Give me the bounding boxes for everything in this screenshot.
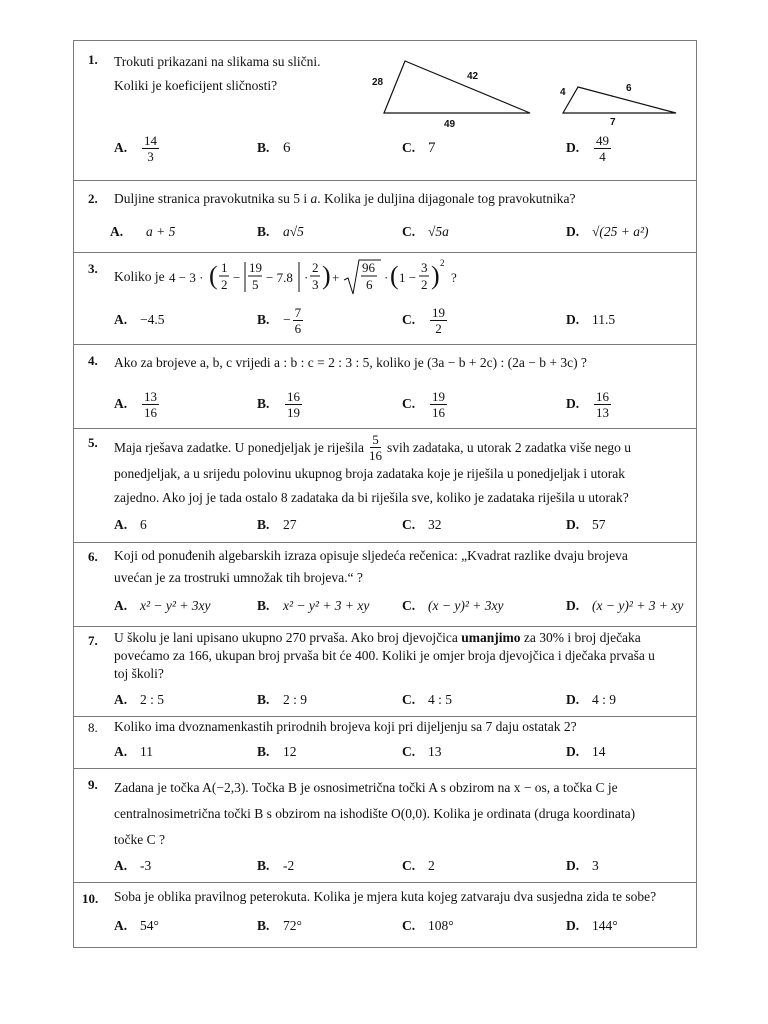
option-letter: A. [114, 858, 128, 873]
option-letter: A. [114, 396, 128, 411]
numerator: 49 [596, 132, 609, 148]
option-letter: B. [257, 918, 270, 933]
option-value: x² − y² + 3 + xy [283, 598, 370, 613]
option-value: 72° [283, 918, 302, 933]
question-number: 4. [88, 353, 98, 368]
option-c[interactable] [402, 387, 449, 421]
triangle-side-label: 28 [372, 77, 384, 88]
numerator: 5 [372, 432, 379, 447]
svg-text:1 −: 1 − [398, 270, 416, 285]
option-d[interactable] [566, 217, 649, 247]
question-line: uvećan je za trostruki umnožak tih brojeva.“ ? [114, 570, 363, 585]
question-text [114, 775, 635, 853]
denominator: 3 [147, 148, 154, 164]
minus-sign: − [283, 312, 291, 327]
svg-text:2: 2 [220, 277, 228, 292]
question-text [114, 433, 631, 510]
option-b[interactable] [257, 387, 304, 421]
question-6 [74, 543, 696, 627]
svg-text:?: ? [450, 270, 457, 285]
option-letter: C. [402, 396, 416, 411]
option-c[interactable] [402, 739, 442, 765]
option-a[interactable] [114, 387, 161, 421]
question-line: Duljine stranica pravokutnika su 5 i [114, 191, 311, 206]
option-b[interactable] [257, 303, 305, 337]
question-number: 7. [88, 633, 98, 648]
question-text [114, 257, 469, 297]
svg-text:·: · [303, 270, 308, 285]
option-letter: D. [566, 517, 580, 532]
svg-text:(: ( [208, 261, 218, 290]
option-letter: A. [110, 224, 124, 239]
svg-text:96: 96 [361, 260, 375, 275]
svg-text:6: 6 [365, 277, 373, 292]
option-letter: B. [257, 744, 270, 759]
option-letter: A. [114, 744, 128, 759]
triangle-side-label: 7 [610, 117, 616, 128]
fraction [430, 390, 447, 419]
question-7 [74, 627, 696, 717]
fraction [594, 390, 611, 419]
option-a[interactable] [114, 687, 164, 713]
option-a[interactable] [114, 739, 153, 765]
fraction [430, 306, 447, 335]
option-b[interactable] [257, 131, 291, 165]
question-line: centralnosimetrična točki B s obzirom na ishodište O(0,0). Kolika je ordinata (druga koordinata) [114, 806, 636, 821]
option-letter: B. [257, 224, 270, 239]
option-letter: A. [114, 517, 128, 532]
option-value: 12 [283, 744, 297, 759]
question-line: Koliko ima dvoznamenkastih prirodnih brojeva koji pri dijeljenju sa 7 daju ostatak 2? [114, 719, 577, 734]
question-5 [74, 429, 696, 543]
option-d[interactable] [566, 303, 615, 337]
question-line: ponedjeljak, a u srijedu polovinu ukupnog broja zadataka koje je riješila u ponedjeljak i utorak [114, 466, 625, 481]
question-line: povećamo za 166, ukupan broj prvaša bit će 400. Koliki je omjer broja djevojčica i dječaka prvaša u [114, 648, 655, 663]
svg-text:2: 2 [420, 277, 428, 292]
option-c[interactable] [402, 131, 436, 165]
option-value: 27 [283, 517, 297, 532]
option-letter: D. [566, 692, 580, 707]
fraction [293, 306, 304, 335]
question-number: 2. [88, 191, 98, 206]
svg-text:): ) [321, 261, 331, 290]
option-letter: D. [566, 598, 580, 613]
large-triangle-figure [370, 53, 560, 133]
answer-options [110, 217, 680, 247]
denominator: 6 [294, 320, 302, 336]
answer-options [114, 911, 684, 941]
triangle-side-label: 49 [444, 119, 456, 130]
question-line: zajedno. Ako joj je tada ostalo 8 zadataka da bi riješila sve, koliko je zadataka riješila u utorak? [114, 490, 629, 505]
option-value: −4.5 [140, 312, 165, 327]
option-letter: A. [114, 692, 128, 707]
option-c[interactable] [402, 591, 503, 621]
question-number: 10. [82, 891, 99, 906]
answer-options [114, 687, 684, 713]
option-letter: B. [257, 692, 270, 707]
option-value: 2 : 5 [140, 692, 165, 707]
denominator: 19 [287, 404, 300, 420]
question-9 [74, 769, 696, 883]
option-a[interactable] [114, 131, 161, 165]
option-value: (x − y)² + 3xy [428, 598, 504, 613]
option-letter: B. [257, 140, 270, 155]
question-text [114, 351, 587, 375]
question-10 [74, 883, 696, 947]
svg-text:·: · [383, 270, 388, 285]
option-a[interactable] [110, 217, 175, 247]
denominator: 16 [432, 404, 445, 420]
denominator: 4 [599, 148, 606, 164]
question-8 [74, 717, 696, 769]
numerator: 14 [144, 132, 157, 148]
option-letter: A. [114, 598, 128, 613]
question-line: za 30% i broj dječaka [520, 630, 641, 645]
denominator: 16 [144, 404, 157, 420]
fraction [285, 390, 302, 419]
option-letter: A. [114, 918, 128, 933]
numerator: 7 [294, 304, 302, 320]
question-line: toj školi? [114, 666, 164, 681]
option-d[interactable] [566, 131, 613, 165]
answer-options [114, 131, 684, 165]
question-number: 1. [88, 52, 98, 67]
answer-options [114, 853, 684, 879]
answer-options [114, 511, 684, 539]
option-b[interactable] [257, 511, 297, 539]
option-letter: B. [257, 517, 270, 532]
option-letter: C. [402, 140, 416, 155]
option-value: √(25 + a²) [592, 224, 649, 239]
question-2 [74, 181, 696, 253]
svg-text:4 − 3 ·: 4 − 3 · [168, 270, 204, 285]
question-number: 6. [88, 549, 98, 564]
denominator: 13 [596, 404, 609, 420]
option-value: 57 [592, 517, 606, 532]
question-3 [74, 253, 696, 345]
question-line: . Kolika je duljina dijagonale tog pravokutnika? [317, 191, 576, 206]
option-letter: A. [114, 312, 128, 327]
option-value: (x − y)² + 3 + xy [592, 598, 684, 613]
question-line: Maja rješava zadatke. U ponedjeljak je riješila [114, 439, 365, 455]
small-triangle-figure [558, 69, 688, 129]
triangle-side-label: 4 [560, 87, 566, 98]
option-letter: B. [257, 396, 270, 411]
option-value: a√5 [283, 224, 304, 239]
option-c[interactable] [402, 911, 454, 941]
option-value: 3 [592, 858, 599, 873]
question-4 [74, 345, 696, 429]
option-letter: C. [402, 692, 416, 707]
numerator: 19 [432, 388, 445, 404]
option-letter: C. [402, 858, 416, 873]
option-b[interactable] [257, 853, 294, 879]
option-d[interactable] [566, 511, 606, 539]
question-line: Soba je oblika pravilnog peterokuta. Kolika je mjera kuta kojeg zatvaraju dva susjedna zida te sobe? [114, 889, 657, 904]
question-line: U školu je lani upisano ukupno 270 prvaša. Ako broj djevojčica [114, 630, 462, 645]
option-letter: D. [566, 918, 580, 933]
option-value: 6 [283, 139, 291, 156]
question-text [114, 545, 628, 589]
svg-text:− 7.8: − 7.8 [265, 270, 293, 285]
option-value: 11.5 [592, 312, 616, 327]
question-line: Koliko je [114, 269, 165, 284]
option-value: √5a [428, 224, 449, 239]
option-letter: C. [402, 224, 416, 239]
option-letter: B. [257, 312, 270, 327]
option-a[interactable] [114, 303, 165, 337]
option-value: 14 [592, 744, 606, 759]
answer-options [114, 387, 684, 421]
numerator: 13 [144, 388, 157, 404]
option-a[interactable] [114, 911, 159, 941]
option-letter: D. [566, 744, 580, 759]
option-a[interactable] [114, 511, 147, 539]
svg-text:3: 3 [420, 260, 428, 275]
svg-text:): ) [430, 261, 440, 290]
option-c[interactable] [402, 853, 435, 879]
option-value: 32 [428, 517, 442, 532]
option-value: 13 [428, 744, 442, 759]
option-d[interactable] [566, 687, 616, 713]
option-letter: C. [402, 312, 416, 327]
question-text [114, 50, 320, 98]
question-line: točke C ? [114, 832, 165, 847]
answer-options [114, 739, 684, 765]
option-d[interactable] [566, 591, 683, 621]
option-b[interactable] [257, 217, 304, 247]
svg-text:2: 2 [311, 260, 319, 275]
option-letter: B. [257, 598, 270, 613]
question-line: Zadana je točka A(−2,3). Točka B je osnosimetrična točki A s obzirom na x − os, a točka C je [114, 780, 618, 795]
numerator: 16 [596, 388, 609, 404]
option-value: 2 [428, 858, 435, 873]
option-value: -3 [140, 858, 152, 873]
option-b[interactable] [257, 739, 297, 765]
option-d[interactable] [566, 739, 606, 765]
numerator: 19 [432, 304, 445, 320]
question-text [114, 629, 655, 683]
fraction [369, 433, 382, 462]
option-d[interactable] [566, 853, 599, 879]
option-value: 54° [140, 918, 159, 933]
option-value: x² − y² + 3xy [140, 598, 211, 613]
denominator: 2 [435, 320, 442, 336]
option-a[interactable] [114, 853, 151, 879]
question-number: 3. [88, 261, 98, 276]
option-value: 108° [428, 918, 454, 933]
svg-text:2: 2 [439, 258, 445, 268]
option-c[interactable] [402, 303, 449, 337]
option-value: 4 : 5 [428, 692, 453, 707]
question-line: Ako za brojeve a, b, c vrijedi a : b : c = 2 : 3 : 5, koliko je (3a − b + 2c) : (2a − b + 3c) ? [114, 355, 587, 370]
answer-options [114, 303, 684, 337]
option-letter: B. [257, 858, 270, 873]
question-line: Koliki je koeficijent sličnosti? [114, 78, 278, 93]
question-line: svih zadataka, u utorak 2 zadatka više nego u [387, 439, 632, 455]
fraction [594, 134, 611, 163]
option-c[interactable] [402, 217, 449, 247]
question-line: Koji od ponuđenih algebarskih izraza opisuje sljedeća rečenica: „Kvadrat razlike dvaju brojeva [114, 548, 628, 563]
fraction [142, 134, 159, 163]
answer-options [114, 591, 684, 621]
option-letter: D. [566, 140, 580, 155]
svg-text:(: ( [389, 261, 399, 290]
option-value: 7 [428, 139, 436, 156]
svg-text:19: 19 [248, 260, 262, 275]
question-number: 9. [88, 777, 98, 792]
option-d[interactable] [566, 911, 618, 941]
option-value: 6 [140, 517, 147, 532]
option-c[interactable] [402, 687, 452, 713]
option-b[interactable] [257, 687, 307, 713]
option-letter: D. [566, 224, 580, 239]
option-d[interactable] [566, 387, 613, 421]
svg-text:−: − [232, 270, 240, 285]
option-a[interactable] [114, 591, 211, 621]
svg-text:3: 3 [311, 277, 319, 292]
option-c[interactable] [402, 511, 442, 539]
triangle-side-label: 6 [626, 83, 632, 94]
question-number: 5. [88, 435, 98, 450]
svg-text:1: 1 [220, 260, 228, 275]
triangle-side-label: 42 [467, 71, 479, 82]
option-letter: D. [566, 858, 580, 873]
option-b[interactable] [257, 911, 302, 941]
fraction [142, 390, 159, 419]
option-value: 4 : 9 [592, 692, 617, 707]
option-letter: C. [402, 918, 416, 933]
question-1 [74, 41, 696, 181]
option-letter: C. [402, 517, 416, 532]
option-value: 144° [592, 918, 618, 933]
option-b[interactable] [257, 591, 369, 621]
option-letter: A. [114, 140, 128, 155]
question-text [114, 187, 576, 211]
option-value: 11 [140, 744, 153, 759]
math-expression [169, 256, 469, 298]
question-text [114, 715, 577, 739]
option-value: 2 : 9 [283, 692, 308, 707]
option-letter: D. [566, 312, 580, 327]
variable: a [310, 191, 318, 206]
option-letter: D. [566, 396, 580, 411]
question-sheet [73, 40, 697, 948]
emphasized-word: umanjimo [461, 630, 521, 645]
numerator: 16 [287, 388, 300, 404]
question-text [114, 885, 656, 909]
svg-text:5: 5 [251, 277, 259, 292]
option-letter: C. [402, 598, 416, 613]
question-number: 8. [88, 720, 98, 735]
question-line: Trokuti prikazani na slikama su slični. [114, 54, 321, 69]
svg-text:+: + [331, 270, 339, 285]
option-value: -2 [283, 858, 295, 873]
option-letter: C. [402, 744, 416, 759]
option-value: a + 5 [146, 224, 176, 239]
denominator: 16 [369, 448, 383, 463]
